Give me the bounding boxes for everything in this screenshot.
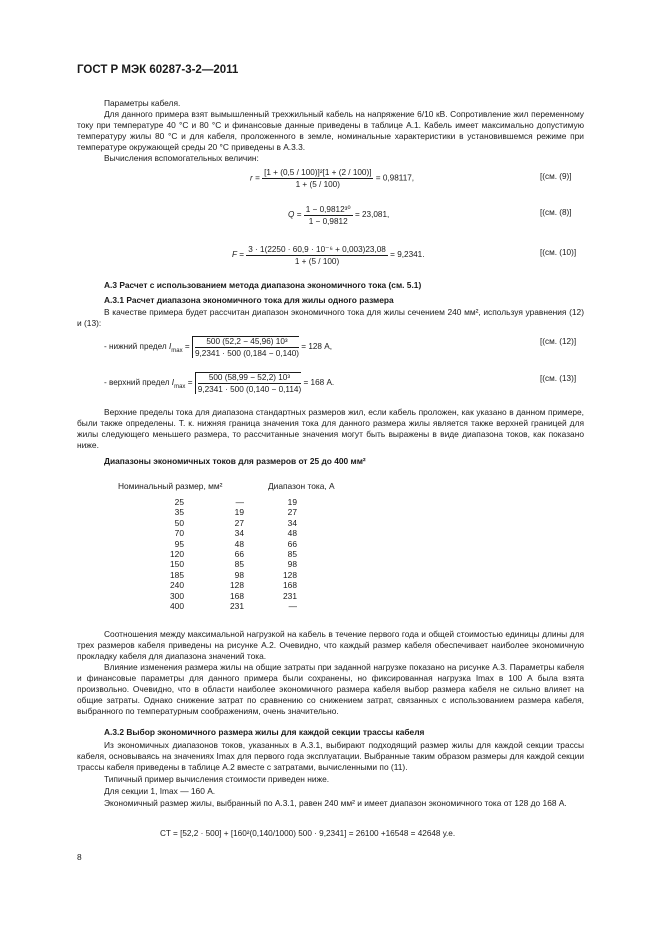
lower-limit-result: = 128 А,	[301, 342, 332, 352]
size-cell: 50	[174, 517, 184, 528]
paragraph-influence: Влияние изменения размера жилы на общие затраты при заданной нагрузке показано на рисунке А.3. Параметры кабеля и финансовые параметры для данного примера были сохранены, но фиксированная нагрузка Imax в 100 А была взята произвольно. Очевидно, что в области наиболее экономичного размера кабеля выбор размера кабеля не сильно влияет на общие затраты. Однако снижение затрат по сравнению со снижением затрат, связанных с использованием размера кабеля, выбранного по температурным соображениям, очень значительно.	[77, 662, 584, 716]
formula-f-lhs: F =	[232, 250, 244, 260]
formula-f-numerator: 3 · 1(2250 · 60,9 · 10⁻⁶ + 0,003)23,08	[248, 245, 386, 254]
upper-limits-text: Верхние пределы тока для диапазона стандартных размеров жил, если кабель проложен, как указано в данном примере, были также определены. Т. к. нижняя граница значения тока для данного размера жилы является также верхней границей для жилы следующего меньшего размера, то рассчитанные значения могут быть выражены в виде диапазона токов, как показано ниже.	[77, 407, 584, 450]
upper-limit-result: = 168 А.	[303, 378, 335, 388]
size-cell: 120	[170, 549, 184, 559]
formula-r-ref: [(см. (9)]	[540, 172, 572, 181]
formula-r-denominator: 1 + (5 / 100)	[295, 180, 340, 189]
range-low-cell: 27	[234, 517, 244, 528]
size-cell: 150	[170, 559, 184, 570]
upper-limit-ref: [(см. (13)]	[540, 374, 577, 383]
size-cell: 400	[170, 601, 184, 611]
range-table-col1-header: Номинальный размер, мм²	[118, 481, 223, 491]
range-table-row	[160, 549, 460, 559]
formula-q-ref: [(см. (8)]	[540, 208, 572, 217]
range-high-cell: 34	[287, 517, 297, 528]
formula-f	[232, 244, 425, 266]
paragraph-example-intro: Типичный пример вычисления стоимости приведен ниже.	[104, 774, 330, 784]
range-table-row	[160, 539, 460, 549]
formula-f-denominator: 1 + (5 / 100)	[294, 257, 340, 266]
formula-q-result: = 23,081,	[354, 210, 390, 220]
range-table-row	[160, 507, 460, 517]
lower-limit-ref: [(см. (12)]	[540, 337, 577, 346]
size-cell: 70	[174, 528, 184, 539]
upper-limit-imax: I	[171, 378, 175, 388]
upper-limit-imax-sub: max	[174, 383, 186, 390]
range-high-cell: 27	[287, 507, 297, 518]
range-table-row	[160, 570, 460, 580]
range-table-row	[160, 528, 460, 538]
paragraph-ratios: Соотношения между максимальной нагрузкой на кабель в течение первого года и общей стоимостью единицы длины для трех размеров кабеля приведены на рисунке А.2. Очевидно, что каждый размер кабеля обеспечивает наиболее экономичную прокладку кабеля для диапазона значений тока.	[77, 629, 584, 661]
range-high-cell: 168	[283, 580, 297, 591]
upper-limit-formula: - верхний предел $I_{max}$ = $\frac{\text{500 (58,99 − 52,2) 10³}}{9,2341 \cdot 500 (0,140 - 0,114)}$ = 168 А.	[104, 373, 335, 394]
lower-limit-imax-sub: max	[171, 347, 183, 354]
formula-q-numerator: 1 − 0,9812³⁰	[305, 205, 351, 214]
section-a3-heading: А.3 Расчет с использованием метода диапазона экономичного тока (см. 5.1)	[104, 280, 422, 290]
range-table-row	[160, 580, 460, 590]
a31-text: В качестве примера будет рассчитан диапазон экономичного тока для жилы сечением 240 мм², используя уравнения (12) и (13):	[77, 307, 584, 328]
range-high-cell: 98	[287, 559, 297, 570]
range-low-cell: 19	[234, 507, 244, 518]
range-low-cell: 34	[234, 528, 244, 539]
formula-q-lhs: Q =	[288, 210, 302, 220]
lower-limit-denominator: 9,2341 · 500 (0,184 − 0,140)	[194, 349, 299, 358]
size-cell: 300	[170, 590, 184, 601]
formula-r-lhs: r =	[250, 173, 260, 183]
ct-formula: CT = [52,2 · 500] + [160²(0,140/1000) 500 · 9,2341] = 26100 +16548 = 42648 у.е.	[160, 829, 456, 838]
params-title: Параметры кабеля.	[104, 98, 181, 108]
lower-limit-formula: - нижний предел $I_{max}$ = $\frac{\text{500 (52,2 − 45,96) 10³}}{9,2341 \cdot 500 (0,184 - 0,140)}$ = 128 А,	[104, 337, 332, 358]
range-table-row	[160, 518, 460, 528]
formula-r-result: = 0,98117,	[375, 173, 415, 183]
section-a31-heading: А.3.1 Расчет диапазона экономичного тока для жилы одного размера	[104, 295, 394, 305]
lower-limit-imax: I	[169, 342, 172, 352]
range-low-cell: 85	[234, 559, 244, 570]
range-table-title: Диапазоны экономичных токов для размеров от 25 до 400 мм²	[104, 456, 366, 466]
size-cell: 95	[174, 538, 184, 549]
range-low-cell: —	[235, 497, 244, 507]
aux-title: Вычисления вспомогательных величин:	[104, 153, 259, 163]
formula-r-numerator: [1 + (0,5 / 100)]²[1 + (2 / 100)]	[264, 168, 372, 177]
range-high-cell: 128	[283, 569, 297, 580]
range-table-col2-header: Диапазон тока, А	[268, 481, 335, 491]
range-high-cell: 231	[283, 590, 297, 601]
range-low-cell: 128	[230, 580, 244, 591]
page-number: 8	[77, 852, 82, 862]
range-high-cell: 66	[287, 538, 297, 549]
paragraph-economic-size: Экономичный размер жилы, выбранный по А.3.1, равен 240 мм² и имеет диапазон экономичного тока от 128 до 168 А.	[104, 798, 567, 808]
upper-limit-denominator: 9,2341 · 500 (0,140 − 0,114)	[197, 385, 302, 394]
lower-limit-label: - нижний предел	[104, 342, 167, 352]
formula-f-ref: [(см. (10)]	[540, 248, 577, 257]
range-table-row	[160, 591, 460, 601]
range-high-cell: 19	[287, 497, 297, 507]
upper-limit-label: - верхний предел	[104, 378, 170, 388]
lower-limit-numerator: 500 (52,2 − 45,96) 10³	[195, 337, 299, 348]
range-low-cell: 48	[234, 538, 244, 549]
size-cell: 25	[174, 497, 184, 507]
range-low-cell: 98	[234, 569, 244, 580]
formula-f-result: = 9,2341.	[390, 250, 425, 260]
paragraph-section1: Для секции 1, Imax — 160 А.	[104, 786, 216, 796]
params-text: Для данного примера взят вымышленный трехжильный кабель на напряжение 6/10 кВ. Сопротивление жил переменному току при температуре 40 °С и 80 °С и финансовые данные приведены в таблице А.1. Кабель имеет максимально допустимую температуру жилы 80 °С и для кабеля, проложенного в земле, номинальные характеристики в установившемся режиме при температуре окружающей среды 20 °С приведены в А.3.3.	[77, 109, 584, 152]
size-cell: 240	[170, 580, 184, 591]
upper-limit-numerator: 500 (58,99 − 52,2) 10³	[198, 373, 301, 384]
formula-r	[250, 168, 414, 189]
range-table-row	[160, 559, 460, 569]
formula-q-denominator: 1 − 0,9812	[308, 217, 348, 226]
range-high-cell: 85	[287, 549, 297, 559]
range-low-cell: 66	[234, 549, 244, 559]
size-cell: 185	[170, 569, 184, 580]
formula-q	[288, 204, 389, 226]
section-a32-heading: А.3.2 Выбор экономичного размера жилы для каждой секции трассы кабеля	[104, 727, 425, 737]
range-low-cell: 231	[230, 601, 244, 611]
paragraph-selection: Из экономичных диапазонов токов, указанных в А.3.1, выбирают подходящий размер жилы для каждой секции трассы кабеля, основываясь на значениях Imax для первого года эксплуатации. Выбранные таким образом размеры для каждой секции трассы кабеля приведены в таблице А.2 вместе с затратами, вычисленными по (11).	[77, 740, 584, 772]
range-high-cell: —	[288, 601, 297, 611]
range-low-cell: 168	[230, 590, 244, 601]
range-table-row	[160, 601, 460, 611]
document-header: ГОСТ Р МЭК 60287-3-2—2011	[77, 64, 239, 76]
size-cell: 35	[174, 507, 184, 518]
range-high-cell: 48	[287, 528, 297, 539]
range-table-row	[160, 497, 460, 507]
